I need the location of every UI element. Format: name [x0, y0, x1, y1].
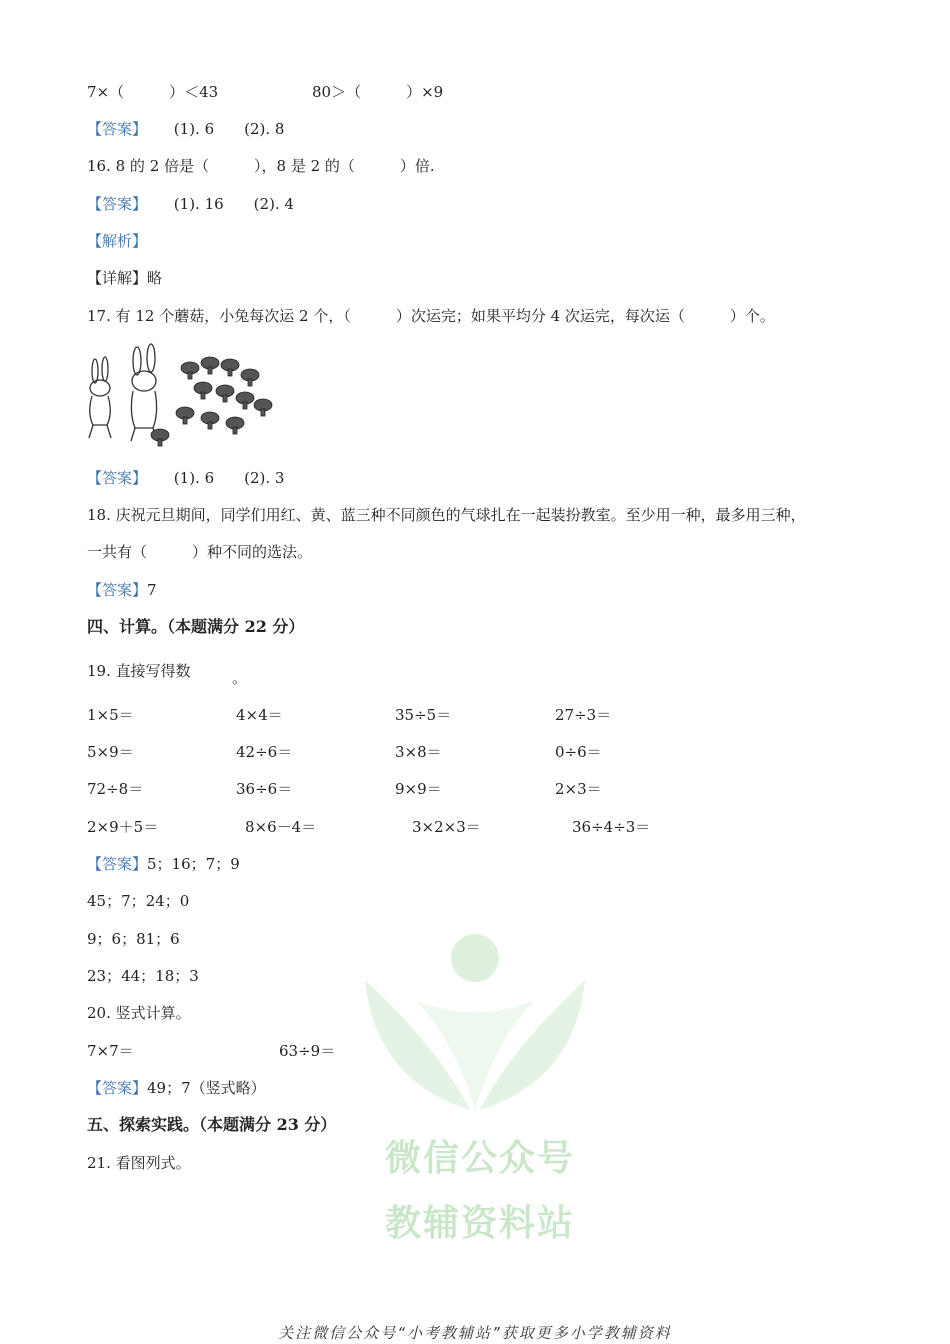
q19-answer-line: 9；6；81；6 [87, 930, 180, 948]
calc-item: 2×9＋5＝ [87, 818, 159, 836]
q21-question: 21. 看图列式。 [87, 1154, 191, 1172]
watermark-line1: 微信公众号 [384, 1138, 575, 1179]
answer-tag: 【答案】 [87, 1079, 148, 1097]
calc-item: 3×2×3＝ [412, 818, 481, 836]
calc-item: 0÷6＝ [555, 743, 602, 761]
q20-expr1: 7×7＝ [87, 1042, 134, 1060]
calc-item: 72÷8＝ [87, 780, 144, 798]
calc-item: 42÷6＝ [236, 743, 293, 761]
watermark [345, 930, 615, 1250]
calc-item: 1×5＝ [87, 706, 134, 724]
q17-question: 17. 有 12 个蘑菇，小兔每次运 2 个，（ ）次运完；如果平均分 4 次运完，每次运（ ）个。 [87, 307, 775, 325]
q18-question-line1: 18. 庆祝元旦期间，同学们用红、黄、蓝三种不同颜色的气球扎在一起装扮教室。至少用一种，最多用三种， [87, 506, 806, 524]
q18-answer [87, 580, 157, 600]
calc-item: 5×9＝ [87, 743, 134, 761]
answer-tag: 【答案】 [87, 581, 148, 599]
leaf-logo-icon [345, 930, 615, 1130]
answer-text: (1). 16 (2). 4 [173, 195, 294, 213]
q16-answer [87, 194, 294, 214]
q19-answer-line: 45；7；24；0 [87, 892, 190, 910]
q17-answer [87, 468, 284, 488]
q19-answer [87, 854, 240, 874]
calc-item: 36÷6＝ [236, 780, 293, 798]
answer-tag: 【答案】 [87, 195, 148, 213]
q16-detail: 【详解】略 [87, 269, 163, 287]
q20-expr2: 63÷9＝ [279, 1042, 336, 1060]
q20-answer [87, 1078, 266, 1098]
q19-question: 19. 直接写得数 [87, 662, 191, 680]
calc-item: 3×8＝ [395, 743, 442, 761]
answer-tag: 【答案】 [87, 469, 148, 487]
q19-dot: 。 [232, 669, 248, 687]
answer-tag: 【答案】 [87, 855, 148, 873]
q16-analysis-tag: 【解析】 [87, 232, 148, 250]
footer-note: 关注微信公众号“小考教辅站”获取更多小学教辅资料 [278, 1324, 672, 1342]
q19-answer-line: 23；44；18；3 [87, 967, 199, 985]
q15-expr1: 7×（ ）＜43 [87, 83, 219, 101]
calc-item: 35÷5＝ [395, 706, 452, 724]
answer-text: (1). 6 (2). 3 [173, 469, 285, 487]
calc-item: 4×4＝ [236, 706, 283, 724]
section-4-title: 四、计算。（本题满分 22 分） [87, 617, 305, 636]
answer-text: 49；7（竖式略） [147, 1079, 266, 1097]
answer-text: 7 [147, 581, 157, 599]
calc-item: 2×3＝ [555, 780, 602, 798]
calc-item: 36÷4÷3＝ [572, 818, 651, 836]
q15-answer [87, 119, 284, 139]
rabbits-mushrooms-illustration [85, 343, 275, 453]
q18-question-line2: 一共有（ ）种不同的选法。 [87, 543, 313, 561]
calc-item: 8×6－4＝ [245, 818, 317, 836]
answer-tag: 【答案】 [87, 120, 148, 138]
calc-item: 27÷3＝ [555, 706, 612, 724]
calc-item: 9×9＝ [395, 780, 442, 798]
section-5-title: 五、探索实践。（本题满分 23 分） [87, 1115, 337, 1134]
watermark-line2: 教辅资料站 [384, 1203, 575, 1244]
answer-text: (1). 6 (2). 8 [173, 120, 285, 138]
q20-question: 20. 竖式计算。 [87, 1004, 191, 1022]
q16-question: 16. 8 的 2 倍是（ ），8 是 2 的（ ）倍. [87, 157, 435, 175]
answer-text: 5；16；7；9 [147, 855, 240, 873]
q15-expr2: 80＞（ ）×9 [312, 83, 444, 101]
